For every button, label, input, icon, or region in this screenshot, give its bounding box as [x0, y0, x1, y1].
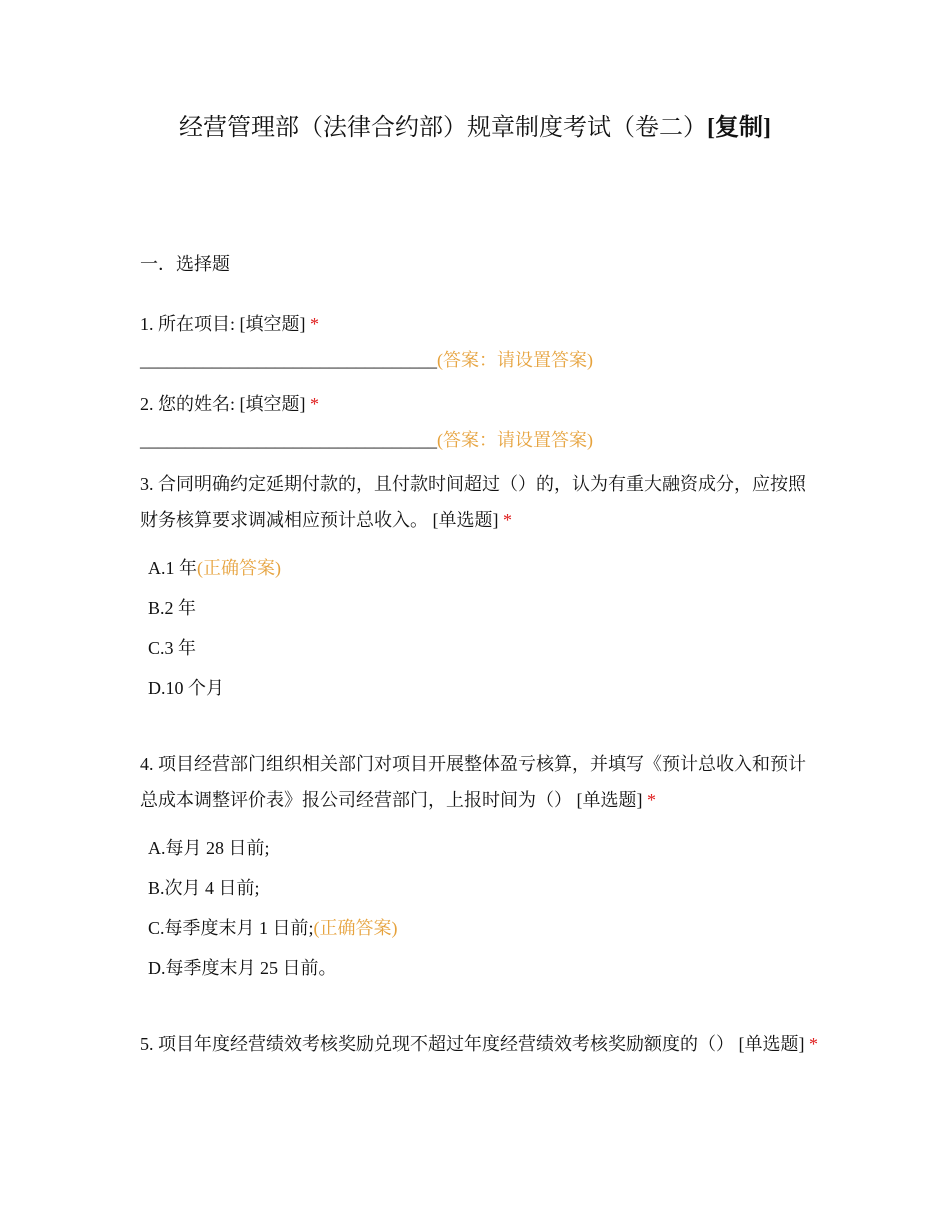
option-a: A.每月 28 日前;: [148, 838, 270, 858]
correct-answer-mark: (正确答案): [313, 918, 398, 938]
document-title: [0, 108, 950, 148]
title-main: 经营管理部（法律合约部）规章制度考试（卷二）: [179, 115, 707, 141]
question-2: [140, 386, 820, 458]
question-1: [140, 306, 820, 378]
question-text: 1. 所在项目: [填空题] *: [140, 314, 319, 334]
correct-answer-mark: (正确答案): [197, 558, 281, 578]
required-mark: *: [503, 510, 512, 530]
question-5: [140, 1026, 820, 1062]
option-a: A.1 年(正确答案): [148, 558, 281, 578]
question-text: 3. 合同明确约定延期付款的，且付款时间超过（）的，认为有重大融资成分，应按照财务核算要求调减相应预计总收入。 [单选题] *: [140, 474, 806, 530]
question-3: [140, 466, 820, 538]
option-c: C.3 年: [148, 638, 197, 658]
question-4-options: [148, 828, 398, 988]
answer-note: (答案：请设置答案): [437, 350, 593, 370]
option-b: B.次月 4 日前;: [148, 878, 260, 898]
question-4: [140, 746, 820, 818]
blank-line: _________________________________: [140, 350, 437, 370]
answer-blank: [140, 342, 820, 378]
required-mark: *: [809, 1034, 818, 1054]
required-mark: *: [310, 314, 319, 334]
option-d: D.每季度末月 25 日前。: [148, 958, 337, 978]
question-text: 2. 您的姓名: [填空题] *: [140, 394, 319, 414]
required-mark: *: [310, 394, 319, 414]
title-copy-tag: [复制]: [707, 115, 771, 141]
option-d: D.10 个月: [148, 678, 224, 698]
question-text: 5. 项目年度经营绩效考核奖励兑现不超过年度经营绩效考核奖励额度的（） [单选题] *: [140, 1034, 818, 1054]
question-3-options: [148, 548, 281, 708]
answer-note: (答案：请设置答案): [437, 430, 593, 450]
answer-blank: [140, 422, 820, 458]
question-text: 4. 项目经营部门组织相关部门对项目开展整体盈亏核算，并填写《预计总收入和预计总成本调整评价表》报公司经营部门，上报时间为（） [单选题] *: [140, 754, 806, 810]
option-c: C.每季度末月 1 日前;(正确答案): [148, 918, 398, 938]
blank-line: _________________________________: [140, 430, 437, 450]
option-b: B.2 年: [148, 598, 197, 618]
required-mark: *: [647, 790, 656, 810]
section-heading: 一．选择题: [140, 254, 230, 274]
